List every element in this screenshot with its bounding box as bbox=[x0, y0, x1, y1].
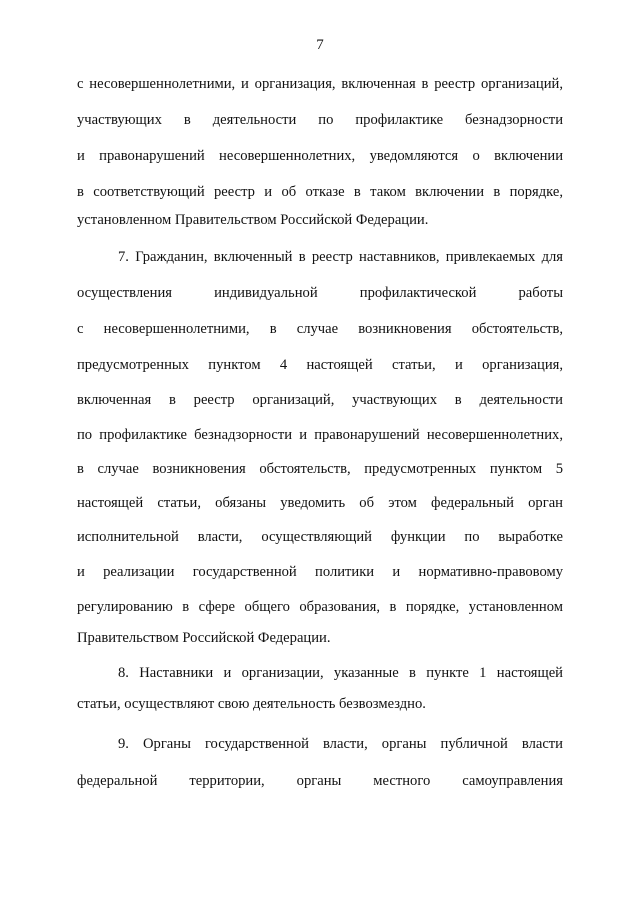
text-line: в соответствующий реестр и об отказе в таком включении в порядке, bbox=[77, 184, 563, 200]
text-line: в случае возникновения обстоятельств, предусмотренных пунктом 5 bbox=[77, 461, 563, 477]
text-line: исполнительной власти, осуществляющий функции по выработке bbox=[77, 529, 563, 545]
text-line: федеральной территории, органы местного самоуправления bbox=[77, 773, 563, 789]
text-line: 9. Органы государственной власти, органы публичной власти bbox=[118, 736, 563, 752]
text-line: 7. Гражданин, включенный в реестр наставников, привлекаемых для bbox=[118, 249, 563, 265]
text-line: включенная в реестр организаций, участвующих в деятельности bbox=[77, 392, 563, 408]
text-line: и правонарушений несовершеннолетних, уведомляются о включении bbox=[77, 148, 563, 164]
text-line: предусмотренных пунктом 4 настоящей статьи, и организация, bbox=[77, 357, 563, 373]
text-line: статьи, осуществляют свою деятельность безвозмездно. bbox=[77, 696, 426, 712]
text-line: с несовершеннолетними, и организация, включенная в реестр организаций, bbox=[77, 76, 563, 92]
text-line: с несовершеннолетними, в случае возникновения обстоятельств, bbox=[77, 321, 563, 337]
text-line: участвующих в деятельности по профилактике безнадзорности bbox=[77, 112, 563, 128]
text-line: регулированию в сфере общего образования, в порядке, установленном bbox=[77, 599, 563, 615]
text-line: установленном Правительством Российской Федерации. bbox=[77, 212, 429, 228]
text-line: 8. Наставники и организации, указанные в пункте 1 настоящей bbox=[118, 665, 563, 681]
page-number: 7 bbox=[316, 37, 324, 53]
text-line: и реализации государственной политики и нормативно-правовому bbox=[77, 564, 563, 580]
text-line: по профилактике безнадзорности и правонарушений несовершеннолетних, bbox=[77, 427, 563, 443]
text-line: Правительством Российской Федерации. bbox=[77, 630, 331, 646]
text-line: осуществления индивидуальной профилактической работы bbox=[77, 285, 563, 301]
text-line: настоящей статьи, обязаны уведомить об этом федеральный орган bbox=[77, 495, 563, 511]
